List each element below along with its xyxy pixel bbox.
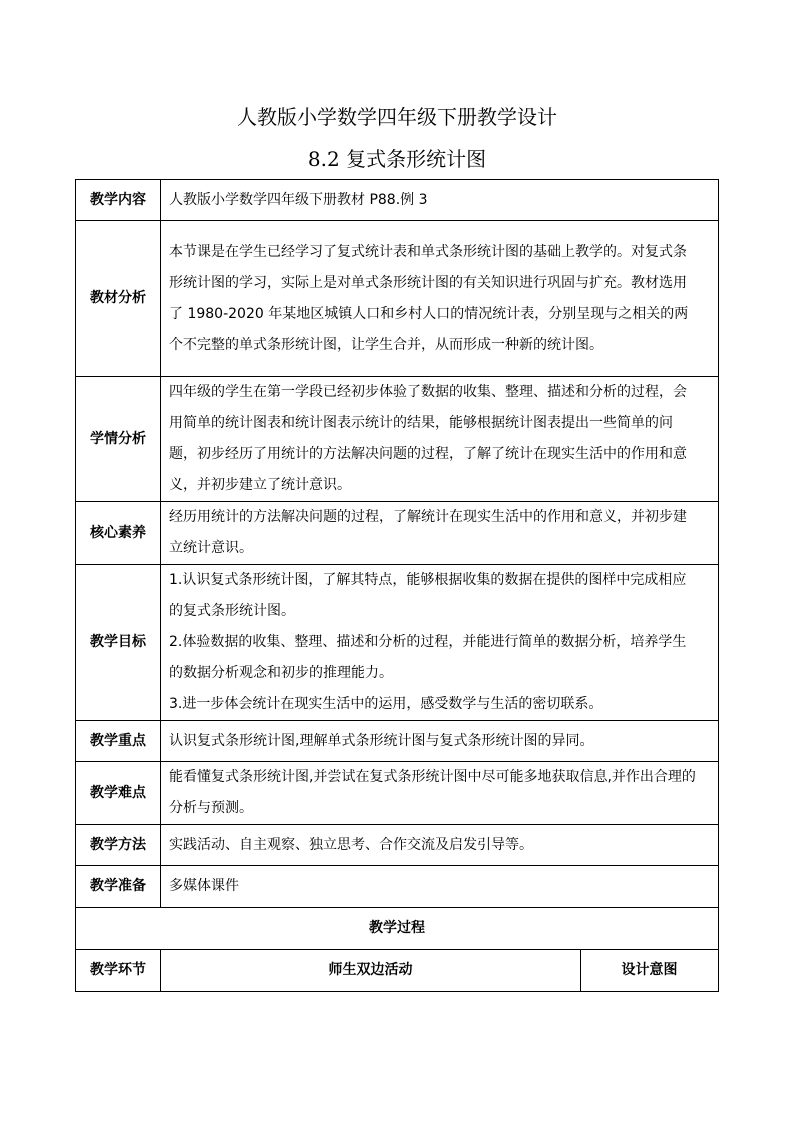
row-text: 实践活动、自主观察、独立思考、合作交流及启发引导等。 (161, 825, 719, 866)
goal-item: 3.进一步体会统计在现实生活中的运用，感受数学与生活的密切联系。 (169, 696, 603, 712)
row-text: 人教版小学数学四年级下册教材 P88.例 3 (161, 180, 719, 221)
row-label: 教学目标 (76, 565, 161, 721)
lesson-plan-table (75, 179, 719, 992)
row-text: 经历用统计的方法解决问题的过程，了解统计在现实生活中的作用和意义，并初步建立统计意识。 (161, 502, 719, 565)
row-text: 本节课是在学生已经学习了复式统计表和单式条形统计图的基础上教学的。对复式条形统计图的学习，实际上是对单式条形统计图的有关知识进行巩固与扩充。教材选用了 1980-2020 年某地区城镇人口和乡村人口的情况统计表，分别呈现与之相关的两个不完整的单式条形统计图，让学生合并，从而形成一种新的统计图。 (161, 221, 719, 377)
row-student-analysis (76, 377, 719, 502)
row-teaching-goals (76, 565, 719, 721)
row-process-columns (76, 950, 719, 992)
row-label: 教学难点 (76, 762, 161, 825)
row-preparation (76, 866, 719, 908)
row-label: 核心素养 (76, 502, 161, 565)
row-difficulty (76, 762, 719, 825)
row-core-literacy (76, 502, 719, 565)
row-label: 教学内容 (76, 180, 161, 221)
row-key-point (76, 721, 719, 762)
row-text: 认识复式条形统计图,理解单式条形统计图与复式条形统计图的异同。 (161, 721, 719, 762)
row-label: 学情分析 (76, 377, 161, 502)
row-label: 教学准备 (76, 866, 161, 908)
document-title: 人教版小学数学四年级下册教学设计 (237, 105, 557, 129)
column-header-activity: 师生双边活动 (161, 950, 581, 992)
row-text: 多媒体课件 (161, 866, 719, 908)
column-header-intent: 设计意图 (581, 950, 719, 992)
row-label: 教学重点 (76, 721, 161, 762)
goals-list (161, 565, 719, 721)
row-label: 教材分析 (76, 221, 161, 377)
row-method (76, 825, 719, 866)
row-material-analysis (76, 221, 719, 377)
row-label: 教学方法 (76, 825, 161, 866)
row-teaching-content (76, 180, 719, 221)
process-heading: 教学过程 (76, 908, 719, 950)
document-subtitle: 8.2 复式条形统计图 (307, 147, 487, 171)
goal-item: 1.认识复式条形统计图，了解其特点，能够根据收集的数据在提供的图样中完成相应的复式条形统计图。 (169, 572, 687, 619)
column-header-stage: 教学环节 (76, 950, 161, 992)
goal-item: 2.体验数据的收集、整理、描述和分析的过程，并能进行简单的数据分析，培养学生的数据分析观念和初步的推理能力。 (169, 634, 687, 681)
row-process-heading (76, 908, 719, 950)
row-text: 四年级的学生在第一学段已经初步体验了数据的收集、整理、描述和分析的过程，会用简单的统计图表和统计图表示统计的结果，能够根据统计图表提出一些简单的问题，初步经历了用统计的方法解决问题的过程，了解了统计在现实生活中的作用和意义，并初步建立了统计意识。 (161, 377, 719, 502)
row-text: 能看懂复式条形统计图,并尝试在复式条形统计图中尽可能多地获取信息,并作出合理的分析与预测。 (161, 762, 719, 825)
